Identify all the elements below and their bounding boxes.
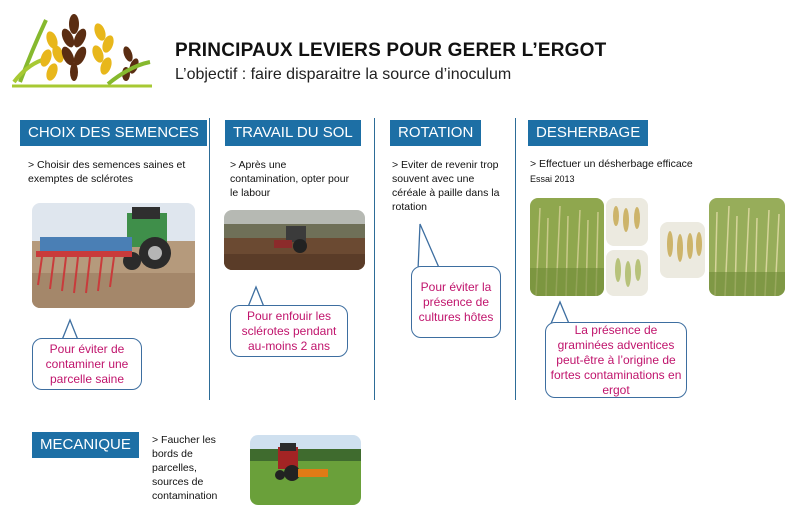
callout-tail [60,318,80,340]
header-rotation: ROTATION [390,120,481,146]
divider-line [515,118,516,400]
wheat-logo-icon [12,10,152,88]
wheat-ears-sample-photo [660,222,705,278]
header-desherbage: DESHERBAGE [528,120,648,146]
text-mecanique: > Faucher les bords de parcelles, sources de contamination [152,434,218,502]
text-choix-des-semences: > Choisir des semences saines et exemptes de sclérotes [28,159,186,185]
callout-tail [414,222,444,270]
note-essai: Essai 2013 [530,174,575,184]
wheat-ears-sample-photo [606,250,648,296]
divider-line [209,118,210,400]
mowing-tractor-photo [250,435,361,505]
callout-choix-des-semences: Pour éviter de contaminer une parcelle saine [32,338,142,390]
divider-line [374,118,375,400]
text-desherbage: > Effectuer un désherbage efficace [530,158,693,170]
header-mecanique: MECANIQUE [32,432,139,458]
wheat-field-photo [530,198,604,296]
callout-desherbage: La présence de graminées adventices peut-être à l’origine de fortes contaminations en ergot [545,322,687,398]
slide-title: PRINCIPAUX LEVIERS POUR GERER L’ERGOT [175,40,607,61]
slide-subtitle: L’objectif : faire disparaitre la source d’inoculum [175,66,512,83]
seeder-tractor-photo [32,203,195,308]
text-rotation: > Eviter de revenir trop souvent avec une céréale à paille dans la rotation [392,159,500,213]
plowing-tractor-photo [224,210,365,270]
wheat-field-photo [709,198,785,296]
header-travail-du-sol: TRAVAIL DU SOL [225,120,361,146]
text-travail-du-sol: > Après une contamination, opter pour le labour [230,159,350,199]
callout-rotation: Pour éviter la présence de cultures hôtes [411,266,501,338]
header-choix-des-semences: CHOIX DES SEMENCES [20,120,207,146]
callout-travail-du-sol: Pour enfouir les sclérotes pendant au-moins 2 ans [230,305,348,357]
callout-tail [246,285,266,307]
wheat-ears-sample-photo [606,198,648,246]
